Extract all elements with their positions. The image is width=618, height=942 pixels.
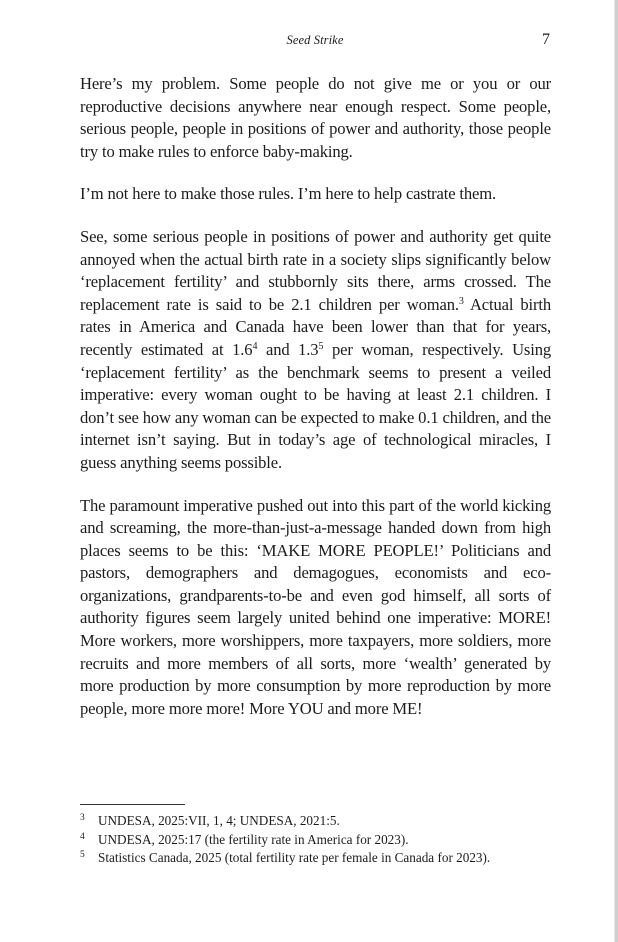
footnote-reference[interactable]: 5 xyxy=(318,340,324,352)
footnote-reference[interactable]: 4 xyxy=(252,340,258,352)
paragraph xyxy=(80,226,551,475)
page-number: 7 xyxy=(542,31,550,48)
footnotes xyxy=(80,812,560,868)
footnote-text: UNDESA, 2025:17 (the fertility rate in America for 2023). xyxy=(98,831,409,847)
paragraph-text: Actual birth rates in America and Canada have been lower than that for years, recently estimated at 1.6 xyxy=(80,294,551,359)
footnote-separator xyxy=(80,804,185,805)
paragraph-text: per woman, respectively. Using ‘replacement fertility’ as the benchmark seems to present a veiled imperative: every woman ought to be having at least 2.1 children. I don’t see how any woman can be expected to make 0.1 children, and the internet isn’t saying. But in today’s age of technological miracles, I guess anything seems possible. xyxy=(80,339,551,472)
running-header xyxy=(80,31,550,51)
footnote-reference[interactable]: 3 xyxy=(458,295,464,307)
footnote xyxy=(80,849,560,868)
footnote xyxy=(80,831,560,850)
footnote-number: 3 xyxy=(80,813,85,823)
footnote-text: UNDESA, 2025:VII, 1, 4; UNDESA, 2021:5. xyxy=(98,813,340,828)
footnote-number: 4 xyxy=(80,831,85,842)
paragraph-text: I’m not here to make those rules. I’m here to help castrate them. xyxy=(80,184,496,204)
running-title: Seed Strike xyxy=(286,33,344,47)
body-text xyxy=(80,73,551,740)
footnote xyxy=(80,812,560,831)
paragraph-text: The paramount imperative pushed out into this part of the world kicking and screaming, the more-than-just-a-message handed down from high places seems to be this: ‘MAKE MORE PEOPLE!’ Politicians and pastors, demographers and demagogues, economists and eco-organizations, grandparents-to-be and even god himself, all sorts of authority figures seem largely united behind one imperative: MORE! More workers, more worshippers, more taxpayers, more soldiers, more recruits and more members of all sorts, more ‘wealth’ generated by more production by more consumption by more reproduction by more people, more more more! More YOU and more ME! xyxy=(80,495,551,718)
paragraph-text: See, some serious people in positions of power and authority get quite annoyed when the actual birth rate in a society slips significantly below ‘replacement fertility’ and stubbornly sits there, arms crossed. The replacement rate is said to be 2.1 children per woman. xyxy=(80,226,551,314)
paragraph-text: and 1.3 xyxy=(257,339,319,359)
footnote-text: Statistics Canada, 2025 (total fertility rate per female in Canada for 2023). xyxy=(98,850,491,865)
paragraph xyxy=(80,183,551,206)
paragraph xyxy=(80,495,551,721)
paragraph xyxy=(80,73,551,163)
footnote-number: 5 xyxy=(80,850,85,860)
paragraph-text: Here’s my problem. Some people do not give me or you or our reproductive decisions anywhere near enough respect. Some people, serious people, people in positions of power and authority, those people try to make rules to enforce baby-making. xyxy=(80,74,551,161)
